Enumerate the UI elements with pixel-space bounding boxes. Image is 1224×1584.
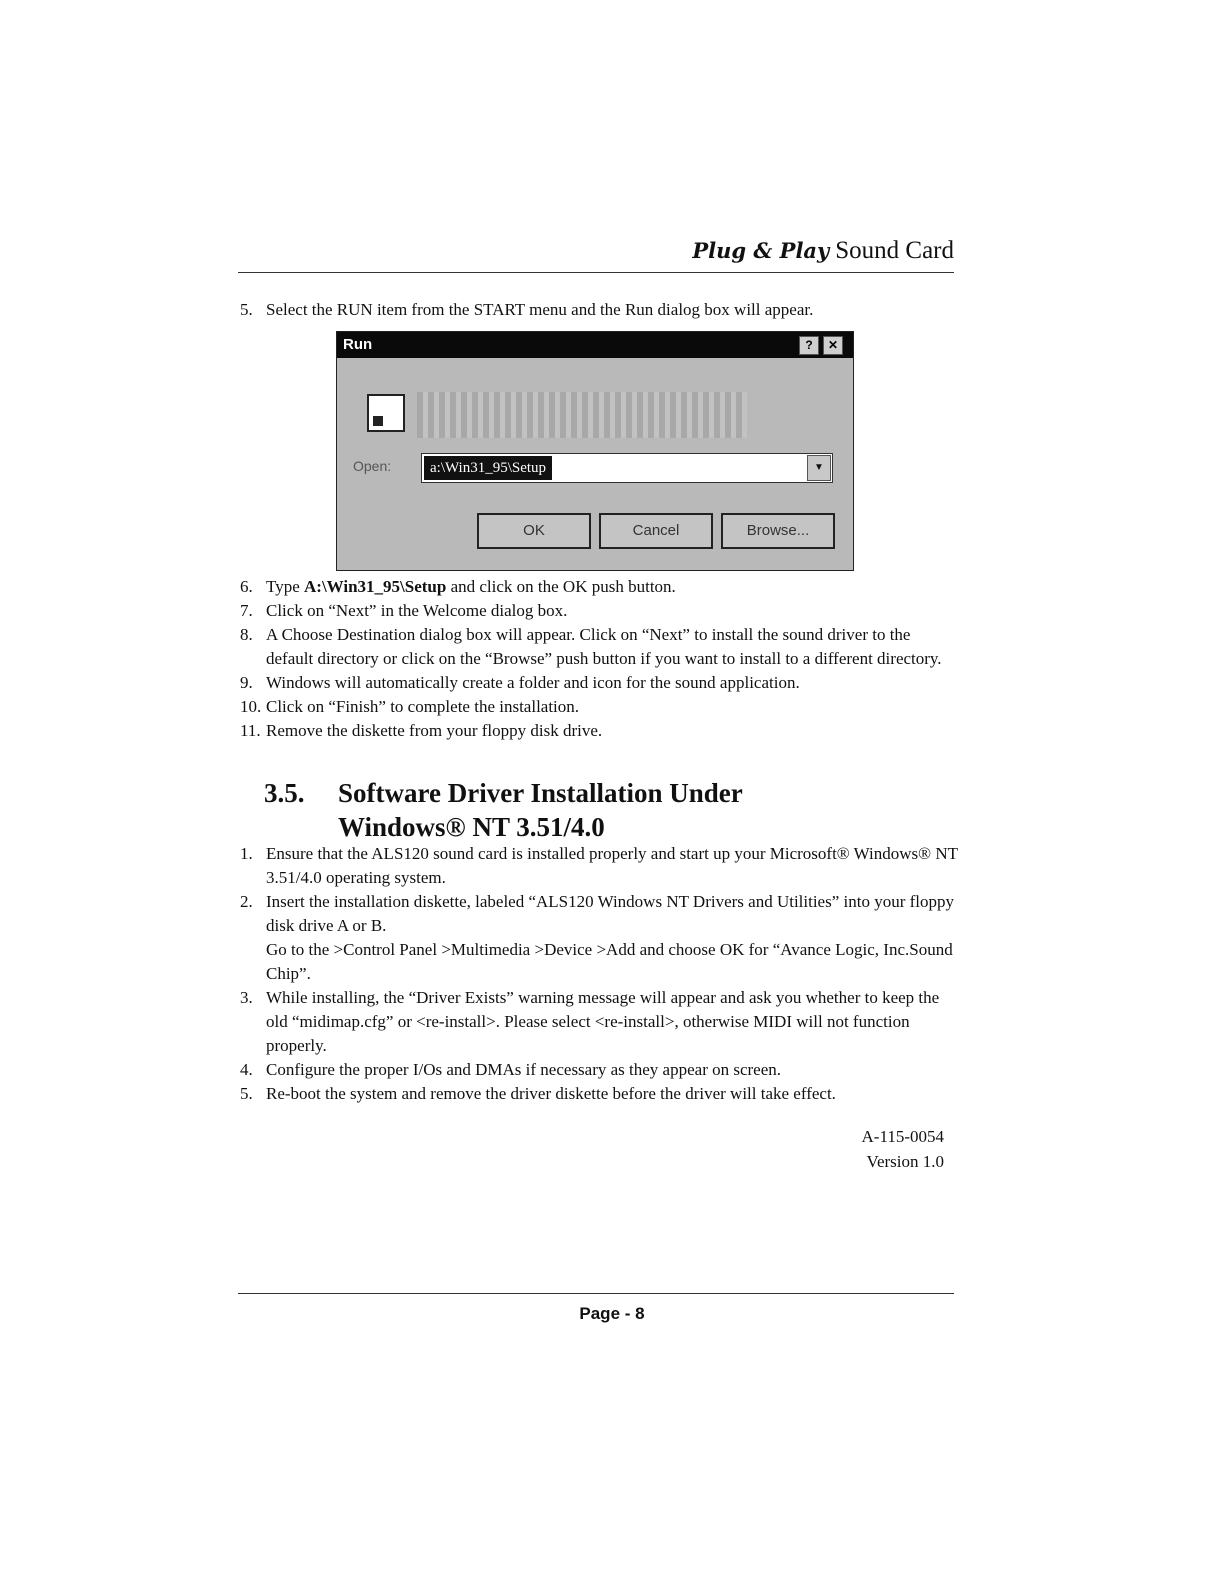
chevron-down-icon[interactable]: ▼ — [807, 455, 831, 481]
list-item-text: Select the RUN item from the START menu and the Run dialog box will appear. — [266, 300, 814, 319]
section-number: 3.5. — [264, 778, 305, 808]
list-item-text: and click on the OK push button. — [446, 577, 676, 596]
list-item-text: Re-boot the system and remove the driver diskette before the driver will take effect. — [266, 1084, 836, 1103]
run-icon — [367, 394, 405, 432]
list-item-note: Go to the >Control Panel >Multimedia >Device >Add and choose OK for “Avance Logic, Inc.Sound Chip”. — [266, 940, 953, 983]
list-item — [240, 298, 960, 322]
list-item-number: 10. — [240, 697, 262, 716]
steps-list-mid — [240, 575, 960, 743]
steps-list-nt — [240, 842, 960, 1106]
footer-rule — [238, 1293, 954, 1294]
list-item-number: 9. — [240, 673, 253, 692]
page-header — [238, 234, 954, 272]
list-item-number: 6. — [240, 577, 253, 596]
page-number: Page - 8 — [579, 1304, 645, 1323]
list-item-number: 2. — [240, 892, 253, 911]
ok-button[interactable]: OK — [477, 513, 591, 549]
run-dialog-title: Run — [343, 336, 373, 353]
list-item — [240, 671, 960, 695]
header-script-title: Plug & Play — [692, 238, 830, 263]
document-id: A-115-0054 — [861, 1127, 944, 1146]
list-item-text: While installing, the “Driver Exists” warning message will appear and ask you whether to keep the old “midimap.cfg” or <re-install>. Please select <re-install>, otherwise MIDI will not function properly. — [266, 988, 940, 1055]
list-item-text: Insert the installation diskette, labeled “ALS120 Windows NT Drivers and Utilities” into your floppy disk drive A or B. — [266, 892, 955, 935]
section-heading — [264, 776, 944, 844]
document-id-block — [700, 1124, 944, 1174]
list-item-text: Windows will automatically create a folder and icon for the sound application. — [266, 673, 800, 692]
list-item — [240, 842, 960, 890]
list-item-text: Click on “Next” in the Welcome dialog box. — [266, 601, 568, 620]
list-item-number: 5. — [240, 1084, 253, 1103]
steps-list-top — [240, 298, 960, 322]
list-item — [240, 599, 960, 623]
header-rule — [238, 272, 954, 273]
open-input-value[interactable]: a:\Win31_95\Setup — [424, 456, 552, 480]
open-label: Open: — [353, 458, 392, 474]
list-item-number: 8. — [240, 625, 253, 644]
list-item-number: 5. — [240, 300, 253, 319]
list-item-text: A Choose Destination dialog box will appear. Click on “Next” to install the sound driver to the default directory or click on the “Browse” push button if you want to install to a different directory. — [266, 625, 942, 668]
list-item — [240, 719, 960, 743]
list-item — [240, 695, 960, 719]
list-item — [240, 1082, 960, 1106]
list-item-text: Configure the proper I/Os and DMAs if necessary as they appear on screen. — [266, 1060, 782, 1079]
document-version: Version 1.0 — [866, 1152, 944, 1171]
list-item — [240, 890, 960, 986]
list-item-text: Click on “Finish” to complete the installation. — [266, 697, 580, 716]
close-icon[interactable]: ✕ — [823, 336, 843, 355]
browse-button[interactable]: Browse... — [721, 513, 835, 549]
list-item-text: Type — [266, 577, 304, 596]
run-dialog — [336, 331, 854, 571]
list-item-text: Remove the diskette from your floppy disk drive. — [266, 721, 603, 740]
list-item — [240, 986, 960, 1058]
list-item-number: 4. — [240, 1060, 253, 1079]
list-item — [240, 575, 960, 599]
list-item-number: 3. — [240, 988, 253, 1007]
list-item — [240, 623, 960, 671]
section-title-line2: Windows® NT 3.51/4.0 — [338, 812, 605, 842]
list-item-number: 7. — [240, 601, 253, 620]
setup-path: A:\Win31_95\Setup — [304, 577, 447, 596]
list-item-number: 11. — [240, 721, 261, 740]
run-dialog-titlebar[interactable] — [337, 332, 853, 358]
open-input[interactable] — [421, 453, 833, 483]
list-item-text: Ensure that the ALS120 sound card is installed properly and start up your Microsoft® Windows® NT 3.51/4.0 operating system. — [266, 844, 958, 887]
help-icon[interactable]: ? — [799, 336, 819, 355]
cancel-button[interactable]: Cancel — [599, 513, 713, 549]
list-item-number: 1. — [240, 844, 253, 863]
list-item — [240, 1058, 960, 1082]
header-title: Sound Card — [835, 237, 954, 264]
run-prompt-text — [417, 392, 747, 438]
section-title-line1: Software Driver Installation Under — [338, 778, 743, 808]
